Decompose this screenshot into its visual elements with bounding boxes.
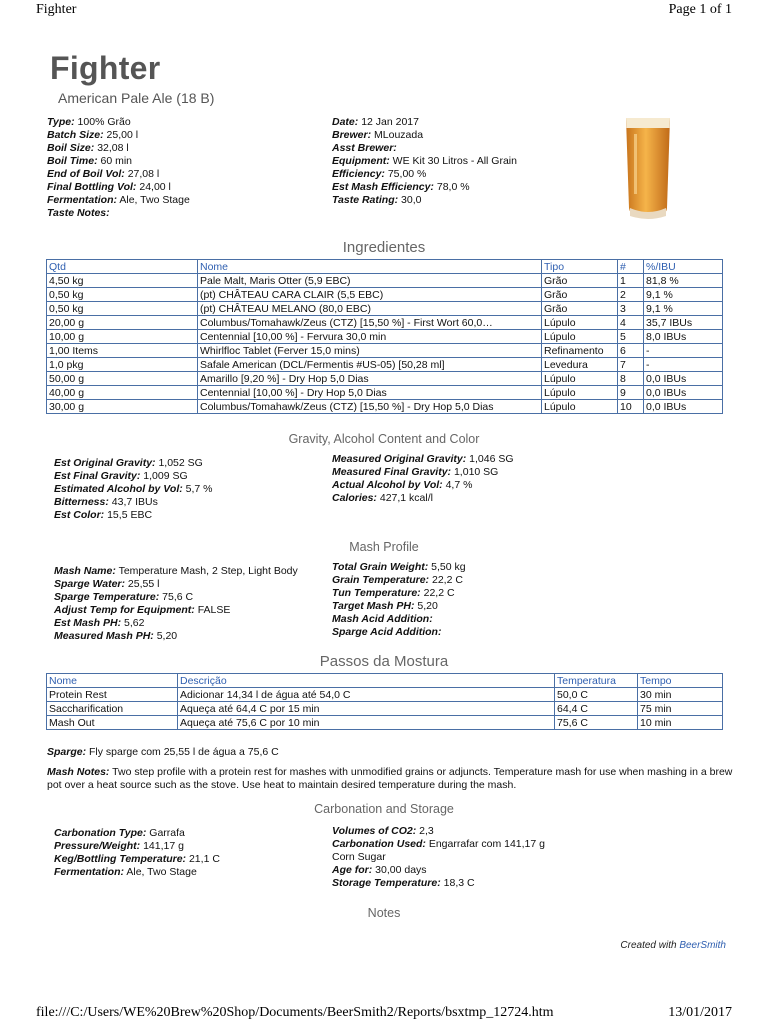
detail-label: Estimated Alcohol by Vol: [54, 483, 183, 495]
detail-label: Calories: [332, 492, 377, 504]
detail-value: 22,2 C [431, 574, 463, 586]
carbonation-details-right [332, 825, 545, 890]
table-cell: 10 min [638, 716, 723, 730]
carbonation-details-left [54, 827, 220, 879]
column-header: Descrição [178, 674, 555, 688]
detail-value: 1,052 SG [158, 457, 203, 469]
table-header-row [47, 260, 723, 274]
detail-value: 5,50 kg [431, 561, 466, 573]
table-cell: 30 min [638, 688, 723, 702]
detail-value: 43,7 IBUs [111, 496, 158, 508]
mash-heading: Mash Profile [349, 540, 419, 554]
table-cell: 7 [618, 358, 644, 372]
detail-label: Target Mash PH: [332, 600, 415, 612]
table-cell: Levedura [542, 358, 618, 372]
table-cell: Columbus/Tomahawk/Zeus (CTZ) [15,50 %] - First Wort 60,0… [198, 316, 542, 330]
table-cell: 81,8 % [644, 274, 723, 288]
recipe-details-right [332, 116, 517, 207]
table-row [47, 372, 723, 386]
detail-value: 100% Grão [77, 116, 131, 128]
detail-value: 24,00 l [139, 181, 171, 193]
table-cell: Lúpulo [542, 400, 618, 414]
steps-heading: Passos da Mostura [319, 653, 449, 670]
detail-row [54, 457, 213, 470]
detail-value: 75,00 % [387, 168, 427, 180]
table-cell: 10,00 g [47, 330, 198, 344]
recipe-details-left [47, 116, 190, 220]
detail-label: Volumes of CO2: [332, 825, 417, 837]
table-cell: (pt) CHÂTEAU MELANO (80,0 EBC) [198, 302, 542, 316]
table-row [47, 400, 723, 414]
detail-row [54, 840, 220, 853]
table-cell: Amarillo [9,20 %] - Dry Hop 5,0 Dias [198, 372, 542, 386]
table-cell: 1 [618, 274, 644, 288]
detail-row [47, 194, 190, 207]
detail-value: Temperature Mash, 2 Step, Light Body [118, 565, 298, 577]
mash-notes-label: Mash Notes: [47, 766, 110, 778]
table-cell: (pt) CHÂTEAU CARA CLAIR (5,5 EBC) [198, 288, 542, 302]
detail-row [47, 116, 190, 129]
detail-label: Date: [332, 116, 359, 128]
detail-label: Taste Rating: [332, 194, 399, 206]
carbonation-heading: Carbonation and Storage [314, 802, 454, 816]
detail-value: 75,6 C [162, 591, 194, 603]
mash-details-left [54, 565, 298, 643]
table-cell: 2 [618, 288, 644, 302]
column-header: Qtd [47, 260, 198, 274]
detail-row [332, 613, 466, 626]
recipe-title: Fighter [50, 50, 161, 86]
table-cell: 0,50 kg [47, 302, 198, 316]
table-row [47, 386, 723, 400]
detail-value: 427,1 kcal/l [379, 492, 433, 504]
table-cell: Centennial [10,00 %] - Dry Hop 5,0 Dias [198, 386, 542, 400]
detail-label: Carbonation Used: [332, 838, 426, 850]
table-cell: Adicionar 14,34 l de água até 54,0 C [178, 688, 555, 702]
table-row [47, 344, 723, 358]
sparge-value: Fly sparge com 25,55 l de água a 75,6 C [89, 746, 279, 758]
detail-label: Keg/Bottling Temperature: [54, 853, 187, 865]
detail-row [332, 561, 466, 574]
detail-row [332, 129, 517, 142]
detail-value: Ale, Two Stage [126, 866, 197, 878]
table-cell: 0,0 IBUs [644, 372, 723, 386]
detail-value: 30,0 [401, 194, 422, 206]
detail-row [332, 168, 517, 181]
table-cell: 3 [618, 302, 644, 316]
detail-row [332, 116, 517, 129]
table-cell: 1,0 pkg [47, 358, 198, 372]
table-cell: 8 [618, 372, 644, 386]
detail-label: Sparge Temperature: [54, 591, 160, 603]
mash-notes [47, 766, 737, 792]
column-header: Temperatura [555, 674, 638, 688]
detail-label: Sparge Water: [54, 578, 125, 590]
detail-value: 27,08 l [127, 168, 160, 180]
detail-row [332, 838, 545, 851]
detail-label: Carbonation Type: [54, 827, 147, 839]
beer-glass-icon [620, 112, 676, 222]
notes-heading: Notes [367, 906, 401, 920]
table-row [47, 288, 723, 302]
table-cell: 75,6 C [555, 716, 638, 730]
detail-row [54, 617, 298, 630]
table-cell: 4 [618, 316, 644, 330]
sparge-label: Sparge: [47, 746, 87, 758]
detail-value: 32,08 l [97, 142, 129, 154]
detail-label: Tun Temperature: [332, 587, 421, 599]
table-cell: 10 [618, 400, 644, 414]
table-cell: 40,00 g [47, 386, 198, 400]
column-header: Tipo [542, 260, 618, 274]
table-cell: Pale Malt, Maris Otter (5,9 EBC) [198, 274, 542, 288]
sparge-line [47, 746, 737, 759]
detail-value: WE Kit 30 Litros - All Grain [392, 155, 517, 167]
detail-row [47, 181, 190, 194]
detail-value: Ale, Two Stage [119, 194, 190, 206]
detail-label: Fermentation: [54, 866, 125, 878]
detail-label: Pressure/Weight: [54, 840, 141, 852]
detail-value: 12 Jan 2017 [361, 116, 419, 128]
detail-row [54, 470, 213, 483]
detail-label: Grain Temperature: [332, 574, 430, 586]
detail-row [47, 207, 190, 220]
detail-label: Est Mash Efficiency: [332, 181, 434, 193]
table-cell: 9,1 % [644, 288, 723, 302]
detail-label: Measured Original Gravity: [332, 453, 467, 465]
detail-row [47, 155, 190, 168]
detail-row [54, 630, 298, 643]
detail-label: Mash Acid Addition: [332, 613, 433, 625]
table-row [47, 702, 723, 716]
table-cell: 75 min [638, 702, 723, 716]
detail-value: 5,20 [417, 600, 438, 612]
gravity-details-left [54, 457, 213, 522]
detail-value: 1,046 SG [469, 453, 514, 465]
table-cell: 8,0 IBUs [644, 330, 723, 344]
gravity-details-right [332, 453, 514, 505]
detail-label: Equipment: [332, 155, 390, 167]
detail-row [332, 600, 466, 613]
table-row [47, 358, 723, 372]
credit-prefix: Created with [620, 940, 677, 951]
detail-row [47, 129, 190, 142]
mash-notes-value: Two step profile with a protein rest for mashes with unmodified grains or adjuncts. Temperature mash for use when mashing in a brew pot over a heat source such as the stove. Use heat to maintain desired temperature during the mash. [47, 766, 733, 791]
detail-row [54, 578, 298, 591]
column-header: Nome [47, 674, 178, 688]
table-cell: 50,0 C [555, 688, 638, 702]
detail-row [47, 142, 190, 155]
table-cell: 4,50 kg [47, 274, 198, 288]
detail-label: Asst Brewer: [332, 142, 397, 154]
table-cell: Mash Out [47, 716, 178, 730]
detail-label: Bitterness: [54, 496, 109, 508]
gravity-heading: Gravity, Alcohol Content and Color [288, 432, 480, 446]
column-header: Nome [198, 260, 542, 274]
detail-label: Est Mash PH: [54, 617, 122, 629]
column-header: # [618, 260, 644, 274]
table-cell: Columbus/Tomahawk/Zeus (CTZ) [15,50 %] - Dry Hop 5,0 Dias [198, 400, 542, 414]
table-cell: 1,00 Items [47, 344, 198, 358]
table-cell: 0,50 kg [47, 288, 198, 302]
detail-value: 25,55 l [127, 578, 160, 590]
detail-value: 18,3 C [443, 877, 475, 889]
detail-label: Efficiency: [332, 168, 385, 180]
table-row [47, 316, 723, 330]
detail-label: Taste Notes: [47, 207, 110, 219]
mash-details-right [332, 561, 466, 639]
detail-label: Measured Final Gravity: [332, 466, 452, 478]
detail-row [332, 626, 466, 639]
detail-value: 1,010 SG [453, 466, 499, 478]
table-cell: 9,1 % [644, 302, 723, 316]
table-cell: Whirlfloc Tablet (Ferver 15,0 mins) [198, 344, 542, 358]
table-cell: 20,00 g [47, 316, 198, 330]
table-cell: Aqueça até 64,4 C por 15 min [178, 702, 555, 716]
detail-label: Mash Name: [54, 565, 116, 577]
table-row [47, 302, 723, 316]
table-cell: Lúpulo [542, 316, 618, 330]
table-cell: 5 [618, 330, 644, 344]
detail-row [332, 574, 466, 587]
detail-row [332, 864, 545, 877]
detail-value: MLouzada [374, 129, 424, 141]
table-cell: - [644, 358, 723, 372]
detail-row [54, 591, 298, 604]
detail-row [332, 181, 517, 194]
table-cell: Protein Rest [47, 688, 178, 702]
table-row [47, 688, 723, 702]
detail-label: Est Final Gravity: [54, 470, 141, 482]
detail-value: 5,62 [124, 617, 145, 629]
detail-value: 25,00 l [106, 129, 139, 141]
detail-row [332, 877, 545, 890]
detail-row [54, 827, 220, 840]
table-cell: Safale American (DCL/Fermentis #US-05) [50,28 ml] [198, 358, 542, 372]
detail-row [332, 466, 514, 479]
detail-row [332, 825, 545, 838]
table-cell: Refinamento [542, 344, 618, 358]
table-cell: 35,7 IBUs [644, 316, 723, 330]
table-cell: 6 [618, 344, 644, 358]
detail-row [54, 853, 220, 866]
detail-label: Boil Size: [47, 142, 95, 154]
detail-row [332, 587, 466, 600]
detail-value: 15,5 EBC [107, 509, 153, 521]
table-cell: Lúpulo [542, 372, 618, 386]
table-cell: Saccharification [47, 702, 178, 716]
detail-row [54, 509, 213, 522]
detail-label: Brewer: [332, 129, 372, 141]
table-cell: Lúpulo [542, 386, 618, 400]
column-header: Tempo [638, 674, 723, 688]
beersmith-link[interactable]: BeerSmith [679, 940, 726, 951]
detail-row [47, 168, 190, 181]
detail-value: Engarrafar com 141,17 g [428, 838, 545, 850]
detail-label: Final Bottling Vol: [47, 181, 137, 193]
credit-line [620, 940, 726, 951]
detail-value: 22,2 C [423, 587, 455, 599]
table-header-row [47, 674, 723, 688]
table-cell: 50,00 g [47, 372, 198, 386]
detail-label: Adjust Temp for Equipment: [54, 604, 195, 616]
table-cell: 0,0 IBUs [644, 386, 723, 400]
ingredients-heading: Ingredientes [342, 239, 426, 256]
detail-label: End of Boil Vol: [47, 168, 125, 180]
page-indicator: Page 1 of 1 [668, 2, 732, 17]
table-cell: Aqueça até 75,6 C por 10 min [178, 716, 555, 730]
ingredients-table [46, 259, 723, 414]
detail-row [332, 142, 517, 155]
table-cell: 64,4 C [555, 702, 638, 716]
detail-value: 21,1 C [188, 853, 220, 865]
detail-label: Age for: [332, 864, 373, 876]
detail-label: Boil Time: [47, 155, 98, 167]
table-cell: 9 [618, 386, 644, 400]
detail-label: Est Color: [54, 509, 105, 521]
table-cell: Lúpulo [542, 330, 618, 344]
detail-value: Corn Sugar [332, 851, 386, 863]
table-cell: Grão [542, 288, 618, 302]
recipe-style: American Pale Ale (18 B) [58, 90, 215, 106]
detail-value: 1,009 SG [143, 470, 188, 482]
table-row [47, 330, 723, 344]
detail-value: 5,7 % [185, 483, 213, 495]
detail-label: Storage Temperature: [332, 877, 441, 889]
detail-row [54, 496, 213, 509]
print-header-title: Fighter [36, 2, 77, 17]
detail-label: Total Grain Weight: [332, 561, 429, 573]
print-footer-date: 13/01/2017 [668, 1005, 732, 1020]
detail-label: Fermentation: [47, 194, 118, 206]
table-cell: Grão [542, 274, 618, 288]
table-cell: Centennial [10,00 %] - Fervura 30,0 min [198, 330, 542, 344]
detail-row [332, 194, 517, 207]
detail-value: 5,20 [156, 630, 178, 642]
table-row [47, 274, 723, 288]
column-header: %/IBU [644, 260, 723, 274]
print-footer-path: file:///C:/Users/WE%20Brew%20Shop/Documents/BeerSmith2/Reports/bsxtmp_12724.htm [36, 1005, 554, 1020]
mash-steps-table [46, 673, 723, 730]
detail-value: 30,00 days [375, 864, 427, 876]
detail-label: Est Original Gravity: [54, 457, 156, 469]
detail-value: Garrafa [149, 827, 185, 839]
detail-row [54, 604, 298, 617]
table-cell: - [644, 344, 723, 358]
table-cell: 30,00 g [47, 400, 198, 414]
detail-row [54, 565, 298, 578]
detail-value: 2,3 [419, 825, 434, 837]
detail-value: 60 min [100, 155, 132, 167]
detail-label: Sparge Acid Addition: [332, 626, 442, 638]
detail-label: Actual Alcohol by Vol: [332, 479, 443, 491]
table-cell: Grão [542, 302, 618, 316]
detail-label: Batch Size: [47, 129, 104, 141]
detail-row [54, 483, 213, 496]
detail-row [332, 453, 514, 466]
detail-row [332, 479, 514, 492]
detail-row [332, 851, 545, 864]
detail-value: 141,17 g [143, 840, 184, 852]
detail-label: Measured Mash PH: [54, 630, 154, 642]
detail-row [332, 155, 517, 168]
detail-row [332, 492, 514, 505]
detail-row [54, 866, 220, 879]
detail-value: 4,7 % [445, 479, 473, 491]
table-cell: 0,0 IBUs [644, 400, 723, 414]
table-row [47, 716, 723, 730]
detail-value: 78,0 % [436, 181, 470, 193]
detail-value: FALSE [197, 604, 231, 616]
detail-label: Type: [47, 116, 75, 128]
